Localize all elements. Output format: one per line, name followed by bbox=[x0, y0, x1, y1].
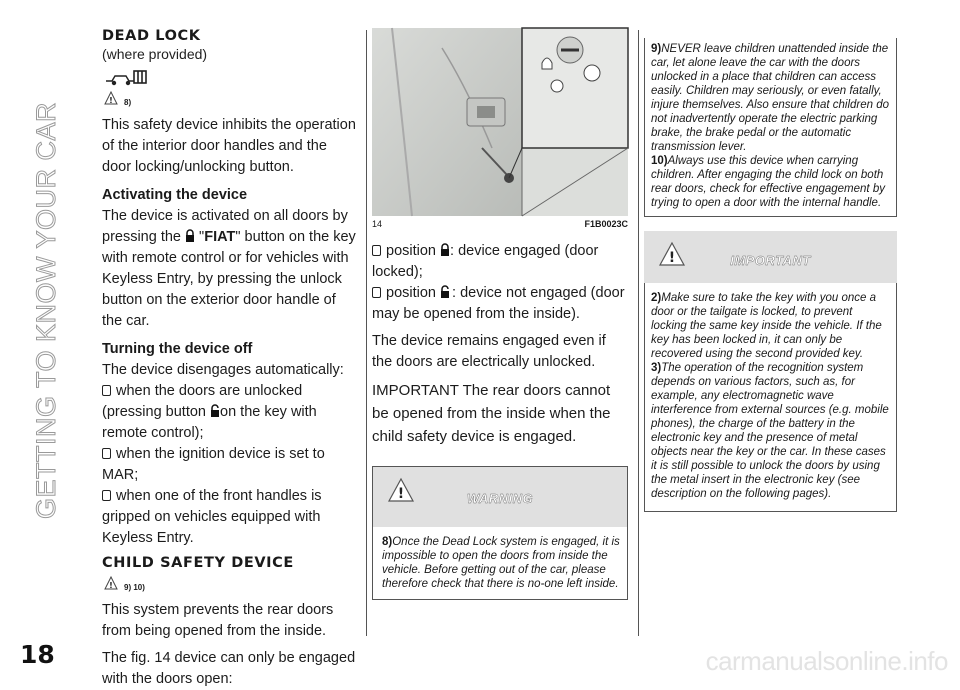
important-paragraph: IMPORTANT The rear doors cannot be opened from the inside when the child safety device is engaged. bbox=[372, 382, 611, 445]
watermark: carmanualsonline.info bbox=[705, 646, 948, 676]
note-10: 10)Always use this device when carrying children. After engaging the child lock on both rear doors, check for effective engagement by trying to open a door with the internal handle. bbox=[651, 155, 885, 209]
figure-caption bbox=[372, 219, 628, 229]
side-chapter-label bbox=[12, 30, 82, 590]
bullet-icon bbox=[102, 490, 111, 501]
warning-triangle-icon bbox=[104, 576, 118, 590]
turning-off-heading: Turning the device off bbox=[102, 341, 253, 357]
warning-title: WARNING bbox=[466, 491, 534, 506]
note-reference bbox=[104, 91, 356, 107]
section-title-child-safety: CHILD SAFETY DEVICE bbox=[102, 555, 294, 571]
warning-text: 8)Once the Dead Lock system is engaged, it is impossible to open the doors from inside the vehicle. Before getting out of the car, please therefore check that there is no-one left inside. bbox=[382, 536, 620, 590]
chapter-title: GETTING TO KNOW YOUR CAR bbox=[31, 101, 62, 519]
bullet-icon bbox=[102, 448, 111, 459]
figure-code: F1B0023C bbox=[584, 219, 628, 229]
activating-paragraph: The device is activated on all doors by pressing the "FIAT" button on the key with remote control or for vehicles with Keyless Entry, by pressing the unlock button on the exterior door handle of the car. bbox=[102, 208, 356, 329]
lock-closed-icon bbox=[185, 229, 195, 243]
column-middle bbox=[372, 28, 628, 600]
section-subtitle: (where provided) bbox=[102, 46, 208, 62]
list-item: when one of the front handles is gripped on vehicles equipped with Keyless Entry. bbox=[102, 488, 322, 546]
column-right bbox=[644, 38, 897, 512]
bullet-icon bbox=[372, 245, 381, 256]
turning-off-intro: The device disengages automatically: bbox=[102, 362, 344, 378]
important-title: IMPORTANT bbox=[730, 253, 811, 268]
note-number: 8) bbox=[124, 98, 132, 107]
child-safety-intro: This system prevents the rear doors from being opened from the inside. bbox=[102, 602, 334, 639]
note-9: 9)NEVER leave children unattended inside the car, let alone leave the car with the doors unlocked in a place that children can access easily. Children may seriously, or even fatally, injure themselves. Also ensure that children do not inadvertently operate the electric parking brake, the brake pedal or the automatic transmission lever. bbox=[651, 43, 890, 153]
intro-paragraph: This safety device inhibits the operation of the interior door handles and the door locking/unlocking button. bbox=[102, 117, 356, 175]
lock-open-icon bbox=[440, 285, 452, 299]
figure-number: 14 bbox=[372, 219, 383, 229]
svg-text:!: ! bbox=[109, 581, 113, 590]
remains-paragraph: The device remains engaged even if the doors are electrically unlocked. bbox=[372, 333, 606, 370]
figure-child-lock-photo bbox=[372, 28, 628, 216]
bullet-icon bbox=[102, 385, 111, 396]
important-text bbox=[644, 283, 897, 512]
note-2: 2)Make sure to take the key with you once a door or the tailgate is locked, to prevent locking the same key inside the vehicle. If the key has been locked in, it can only be recovered using the second provided key. bbox=[651, 292, 882, 360]
note-3: 3)The operation of the recognition system depends on various factors, such as, for example, any electromagnetic wave interference from external sources (e.g. mobile phones), the charge of the battery in the electronic key and the presence of metal objects near the key or the car. In these cases it is still possible to unlock the doors by using the metal insert in the electronic key (see description on the following pages). bbox=[651, 362, 889, 500]
page-number: 18 bbox=[20, 640, 55, 669]
car-child-icon bbox=[104, 67, 356, 89]
svg-text:!: ! bbox=[397, 486, 405, 502]
notes-box bbox=[644, 38, 897, 217]
activating-heading: Activating the device bbox=[102, 187, 248, 203]
lock-open-icon bbox=[210, 404, 220, 418]
figure-reference-paragraph: The fig. 14 device can only be engaged with the doors open: bbox=[102, 650, 356, 687]
warning-box bbox=[372, 466, 628, 600]
important-header bbox=[644, 231, 897, 283]
list-item: when the ignition device is set to MAR; bbox=[102, 446, 325, 483]
list-item: position : device engaged (door locked); bbox=[372, 243, 599, 280]
warning-header bbox=[373, 467, 627, 527]
list-item: when the doors are unlocked (pressing button on the key with remote control); bbox=[102, 383, 317, 441]
column-divider bbox=[366, 30, 367, 636]
column-left bbox=[102, 28, 356, 690]
note-number: 9) 10) bbox=[124, 583, 145, 592]
svg-text:!: ! bbox=[109, 96, 113, 105]
bullet-icon bbox=[372, 287, 381, 298]
list-item: position : device not engaged (door may be opened from the inside). bbox=[372, 285, 625, 322]
lock-closed-icon bbox=[440, 243, 450, 257]
column-divider bbox=[638, 30, 639, 636]
note-reference bbox=[104, 576, 356, 592]
svg-text:!: ! bbox=[668, 250, 676, 266]
section-title-dead-lock: DEAD LOCK bbox=[102, 28, 201, 44]
warning-triangle-icon bbox=[104, 91, 118, 105]
door-photo-illustration bbox=[372, 28, 628, 216]
